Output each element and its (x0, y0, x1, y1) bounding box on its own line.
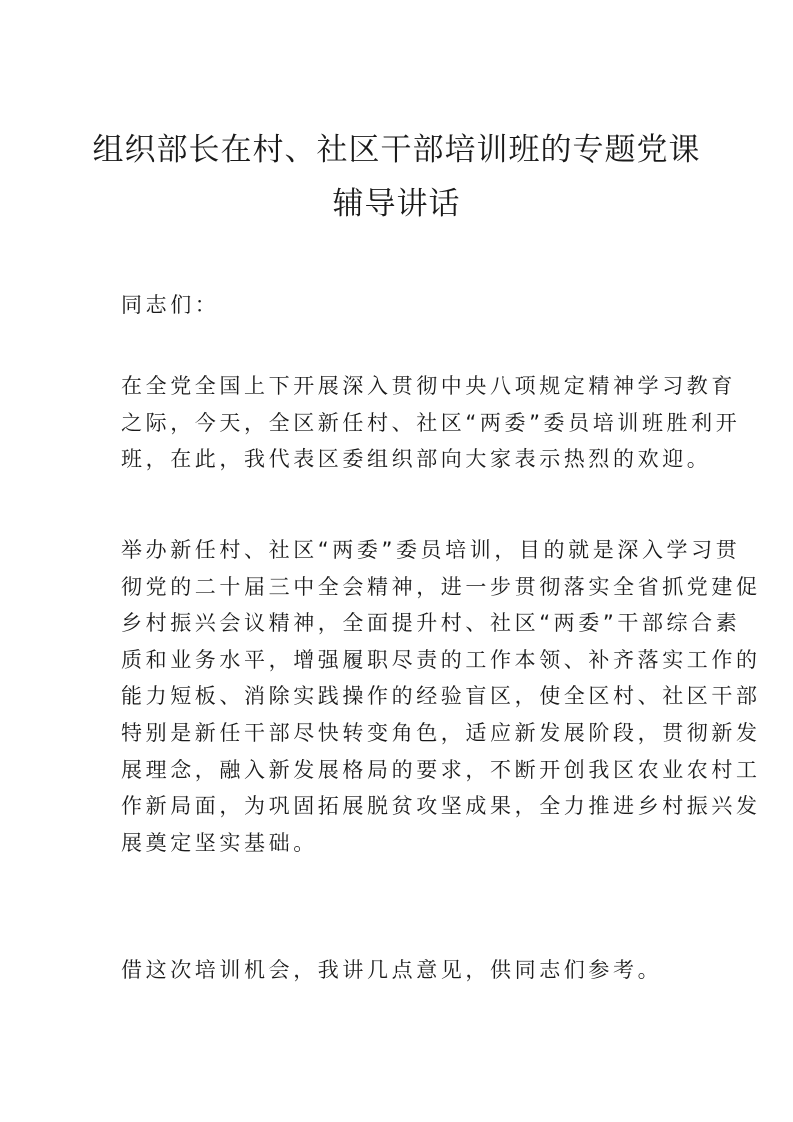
paragraph-line: 在全党全国上下开展深入贯彻中央八项规定精神学习教育 (121, 374, 736, 398)
paragraph-line: 质和业务水平，增强履职尽责的工作本领、补齐落实工作的 (121, 647, 761, 672)
salutation-text: 同志们： (121, 293, 220, 317)
paragraph-line: 班，在此，我代表区委组织部向大家表示热烈的欢迎。 (121, 447, 712, 472)
paragraph-1 (121, 368, 741, 478)
salutation (121, 287, 681, 324)
paragraph-line: 作新局面，为巩固拓展脱贫攻坚成果，全力推进乡村振兴发 (121, 794, 761, 819)
paragraph-line: 展奠定坚实基础。 (121, 830, 318, 855)
paragraph-line: 彻党的二十届三中全会精神，进一步贯彻落实全省抓党建促 (121, 574, 761, 599)
paragraph-line: 能力短板、消除实践操作的经验盲区，使全区村、社区干部 (121, 684, 761, 709)
paragraph-line: 借这次培训机会，我讲几点意见，供同志们参考。 (121, 958, 663, 982)
paragraph-line: 之际，今天，全区新任村、社区“两委”委员培训班胜利开 (121, 410, 741, 435)
paragraph-line: 特别是新任干部尽快转变角色，适应新发展阶段，贯彻新发 (121, 720, 761, 745)
paragraph-3 (121, 952, 681, 989)
paragraph-2 (121, 532, 761, 861)
paragraph-line: 展理念，融入新发展格局的要求，不断开创我区农业农村工 (121, 757, 761, 782)
paragraph-line: 乡村振兴会议精神，全面提升村、社区“两委”干部综合素 (121, 611, 741, 636)
paragraph-line: 举办新任村、社区“两委”委员培训，目的就是深入学习贯 (121, 538, 741, 562)
document-title-line-1: 组织部长在村、社区干部培训班的专题党课 (92, 132, 701, 168)
document-title-line-2: 辅导讲话 (332, 186, 461, 222)
